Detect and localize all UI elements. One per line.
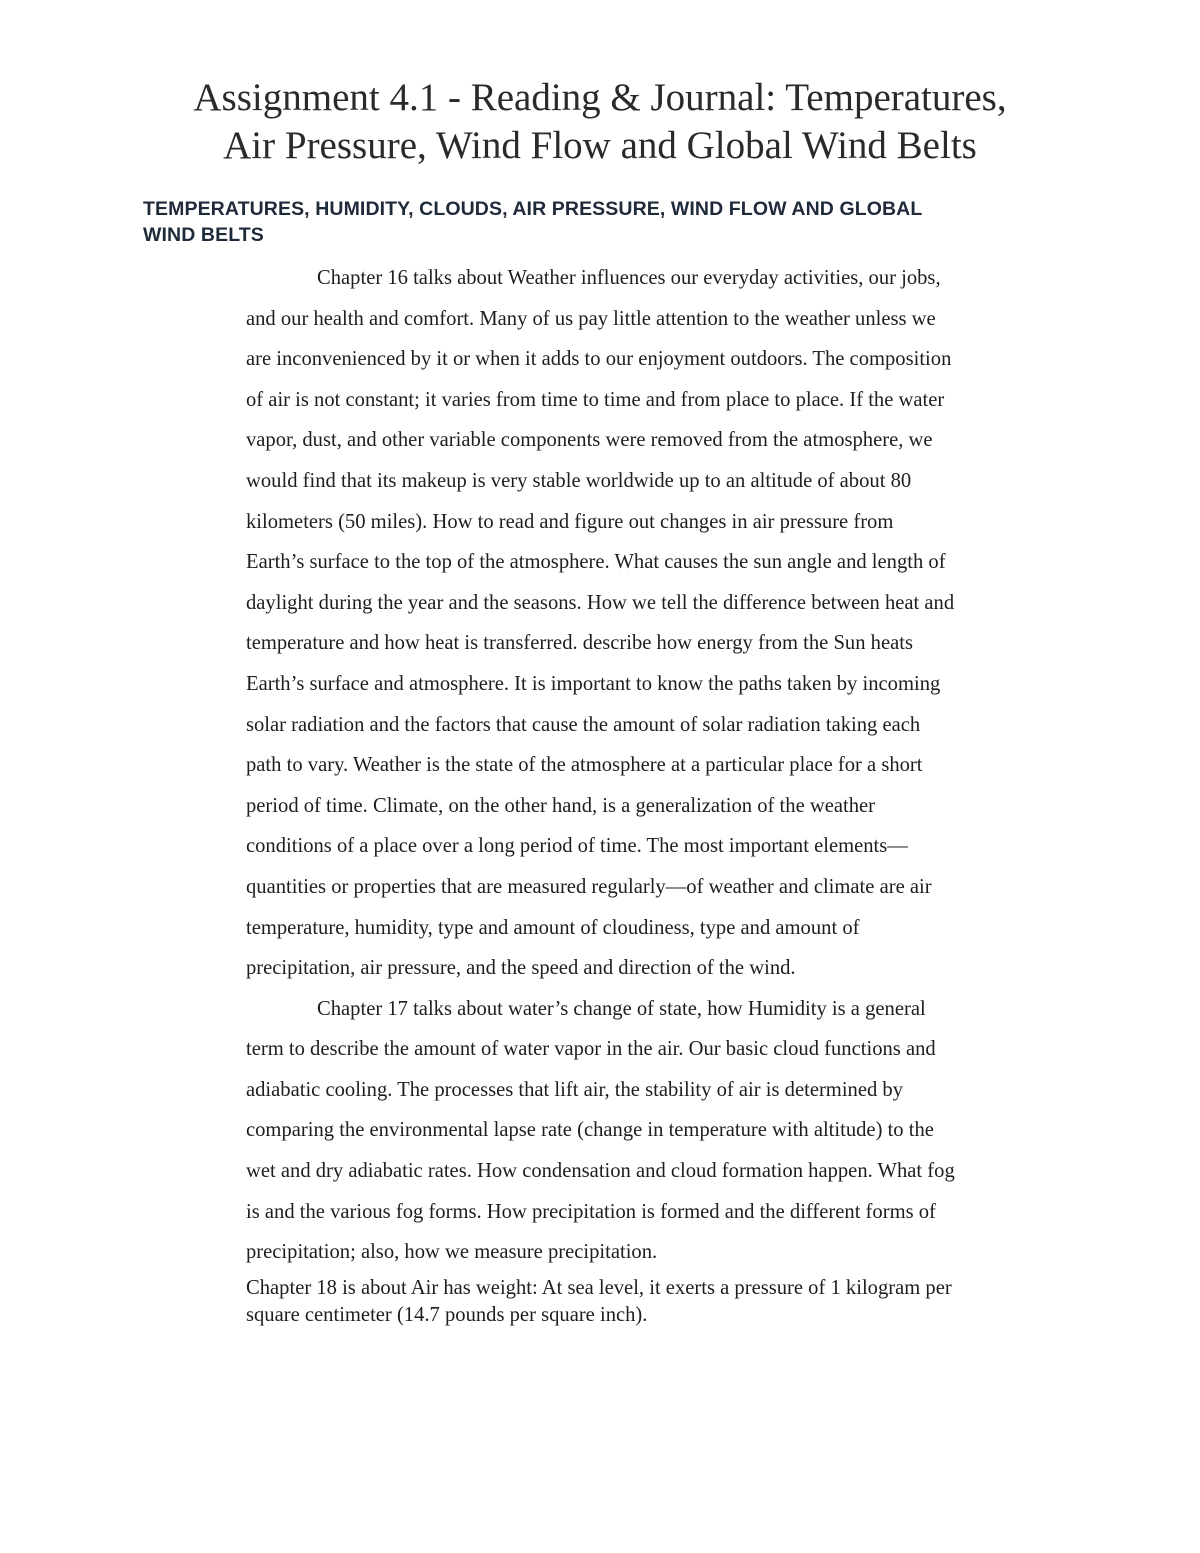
text-line: quantities or properties that are measured regularly—of weather and climate are air — [246, 875, 932, 898]
text-line: precipitation, air pressure, and the speed and direction of the wind. — [246, 957, 796, 980]
text-line: daylight during the year and the seasons. How we tell the difference between heat and — [246, 591, 955, 614]
text-line: Chapter 18 is about Air has weight: At sea level, it exerts a pressure of 1 kilogram per — [246, 1276, 952, 1299]
paragraph-chapter-18 — [246, 1275, 1062, 1329]
text-line: Chapter 16 talks about Weather influences our everyday activities, our jobs, — [317, 267, 941, 289]
text-line: Earth’s surface to the top of the atmosphere. What causes the sun angle and length of — [246, 551, 946, 574]
paragraph-chapter-17 — [246, 989, 1062, 1273]
text-line: would find that its makeup is very stable worldwide up to an altitude of about 80 — [246, 469, 912, 492]
text-line: vapor, dust, and other variable components were removed from the atmosphere, we — [246, 429, 933, 452]
text-line: is and the various fog forms. How precipitation is formed and the different forms of — [246, 1200, 936, 1223]
text-line: are inconvenienced by it or when it adds to our enjoyment outdoors. The composition — [246, 348, 952, 371]
text-line: and our health and comfort. Many of us pay little attention to the weather unless we — [246, 307, 936, 330]
title-line: Air Pressure, Wind Flow and Global Wind Belts — [223, 124, 977, 167]
text-line: comparing the environmental lapse rate (change in temperature with altitude) to the — [246, 1119, 934, 1142]
text-line: Chapter 17 talks about water’s change of state, how Humidity is a general — [317, 997, 926, 1020]
section-heading — [143, 196, 1023, 248]
paragraph-chapter-16 — [246, 258, 1062, 989]
text-line: square centimeter (14.7 pounds per square inch). — [246, 1303, 648, 1326]
text-line: term to describe the amount of water vapor in the air. Our basic cloud functions and — [246, 1038, 936, 1061]
text-line: path to vary. Weather is the state of the atmosphere at a particular place for a short — [246, 754, 923, 777]
text-line: wet and dry adiabatic rates. How condensation and cloud formation happen. What fog — [246, 1160, 955, 1183]
heading-line: WIND BELTS — [143, 224, 264, 246]
text-line: solar radiation and the factors that cause the amount of solar radiation taking each — [246, 713, 921, 736]
text-line: of air is not constant; it varies from time to time and from place to place. If the water — [246, 388, 945, 411]
text-line: Earth’s surface and atmosphere. It is important to know the paths taken by incoming — [246, 672, 941, 695]
text-line: period of time. Climate, on the other hand, is a generalization of the weather — [246, 794, 876, 817]
heading-line: TEMPERATURES, HUMIDITY, CLOUDS, AIR PRESSURE, WIND FLOW AND GLOBAL — [143, 198, 923, 220]
text-line: conditions of a place over a long period of time. The most important elements— — [246, 835, 908, 858]
body-text — [246, 258, 1062, 1329]
text-line: temperature, humidity, type and amount of cloudiness, type and amount of — [246, 916, 860, 939]
text-line: adiabatic cooling. The processes that lift air, the stability of air is determined by — [246, 1078, 904, 1101]
text-line: kilometers (50 miles). How to read and figure out changes in air pressure from — [246, 510, 894, 533]
text-line: temperature and how heat is transferred. describe how energy from the Sun heats — [246, 632, 913, 655]
title-line: Assignment 4.1 - Reading & Journal: Temperatures, — [193, 76, 1007, 119]
text-line: precipitation; also, how we measure precipitation. — [246, 1241, 658, 1264]
document-title — [120, 74, 1080, 170]
